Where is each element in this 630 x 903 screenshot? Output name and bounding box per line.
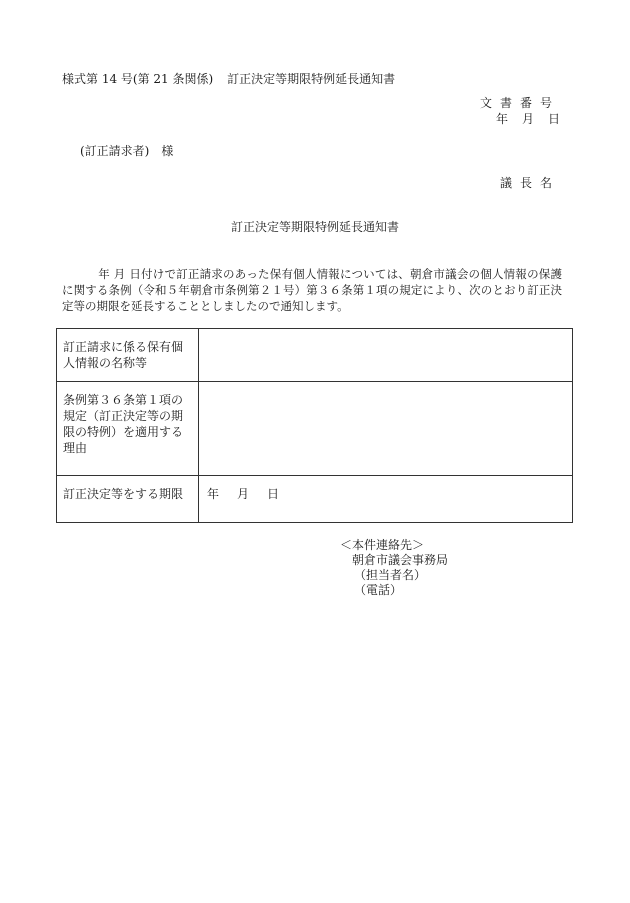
notice-table [56, 328, 573, 523]
row-label-deadline: 訂正決定等をする期限 [57, 476, 199, 523]
date-month: 月 [521, 112, 534, 126]
contact-office: 朝倉市議会事務局 [352, 553, 449, 567]
issue-date [482, 111, 560, 127]
date-year: 年 [495, 112, 508, 126]
row-value-deadline [199, 476, 573, 523]
form-number: 様式第 14 号(第 21 条関係) [62, 72, 214, 86]
row-label-reason: 条例第３６条第１項の規定（訂正決定等の期限の特例）を適用する理由 [57, 382, 199, 476]
row-value-reason [199, 382, 573, 476]
notice-body-text: 年 月 日付けで訂正請求のあった保有個人情報については、朝倉市議会の個人情報の保護に関する条例（令和５年朝倉市条例第２１号）第３６条第１項の規定により、次のとおり訂正決定等の期限を延長することとしましたので通知します。 [62, 267, 562, 313]
form-header-title: 訂正決定等期限特例延長通知書 [227, 72, 396, 86]
document-number: 文書番号 [479, 96, 560, 110]
contact-block [340, 538, 448, 598]
table-row [57, 329, 573, 382]
table-row [57, 476, 573, 523]
contact-phone: （電話） [354, 583, 403, 597]
deadline-month: 月 [237, 487, 250, 501]
date-day: 日 [547, 112, 560, 126]
notice-body [62, 266, 562, 314]
addressee: (訂正請求者) 様 [80, 144, 174, 158]
document-title: 訂正決定等期限特例延長通知書 [230, 220, 399, 234]
contact-person: （担当者名） [354, 568, 427, 582]
deadline-day: 日 [267, 487, 280, 501]
sender: 議長名 [499, 176, 560, 190]
deadline-year: 年 [207, 487, 220, 501]
row-label-info-name: 訂正請求に係る保有個人情報の名称等 [57, 329, 199, 382]
row-value-info-name [199, 329, 573, 382]
table-row [57, 382, 573, 476]
form-number-line [62, 71, 395, 87]
contact-heading: ＜本件連絡先＞ [340, 538, 425, 552]
